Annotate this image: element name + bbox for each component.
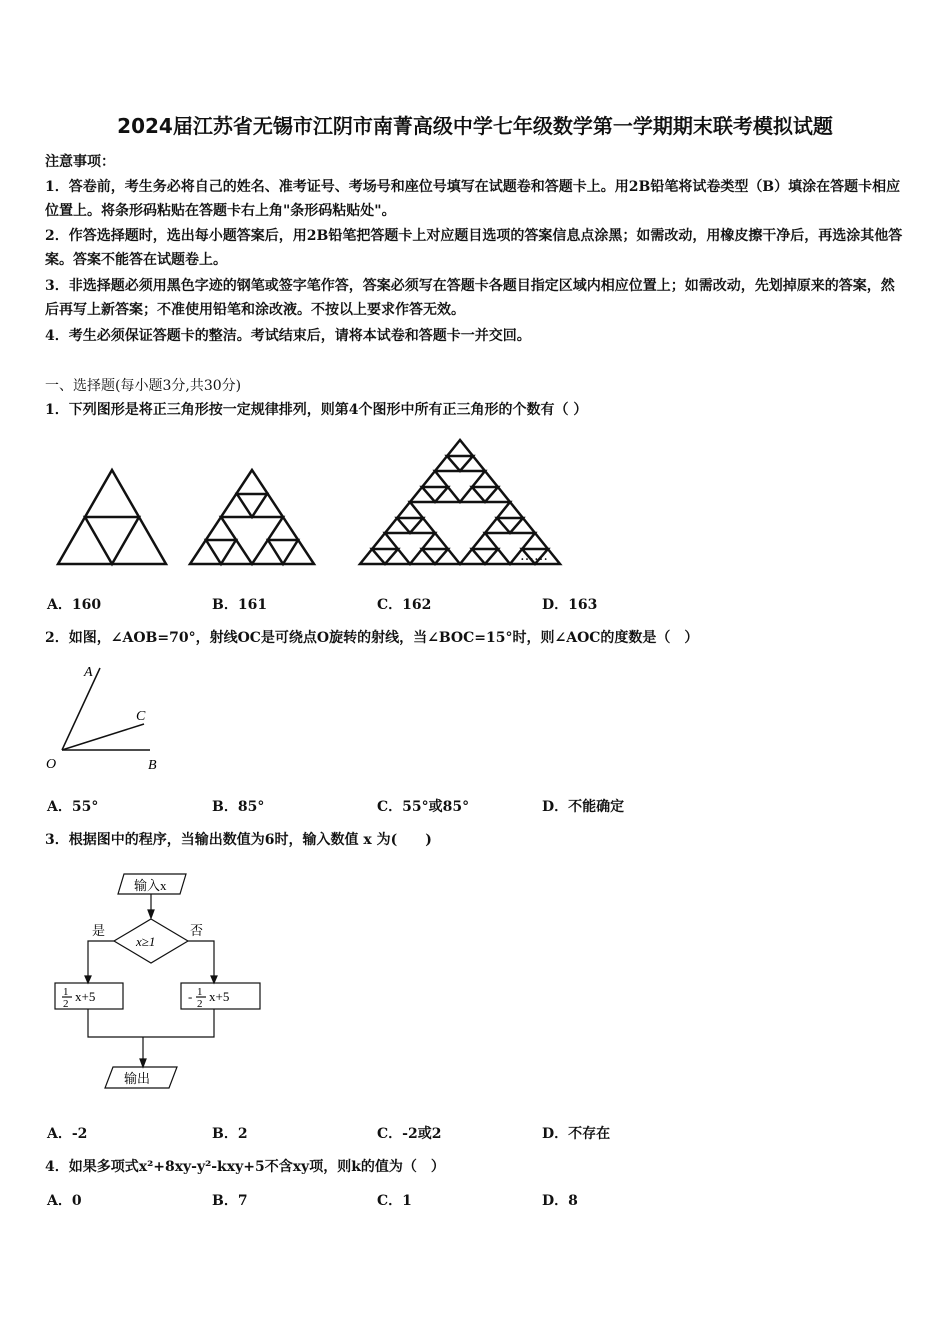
q2-option-a[interactable]: A．55° (47, 799, 99, 815)
page-title: 2024届江苏省无锡市江阴市南菁高级中学七年级数学第一学期期末联考模拟试题 (117, 114, 833, 138)
flow-right-sign: - (188, 989, 193, 1004)
flow-left-denominator: 2 (63, 998, 69, 1010)
flow-left-numerator: 1 (63, 986, 69, 998)
q4-option-c[interactable]: C．1 (377, 1193, 412, 1209)
notice-item-3: 3．非选择题必须用黑色字迹的钢笔或签字笔作答，答案必须写在答题卡各题目指定区域内相应位置上；如需改动，先划掉原来的答案，然后再写上新答案；不准使用铅笔和涂改液。不按以上要求作答无效。 (45, 278, 895, 318)
q1-option-a[interactable]: A．160 (47, 597, 102, 613)
angle-figure (44, 656, 174, 781)
q4-option-d[interactable]: D．8 (542, 1193, 578, 1209)
q3-option-c[interactable]: C．-2或2 (377, 1126, 442, 1142)
flow-right-denominator: 2 (197, 998, 203, 1010)
label-o: O (46, 757, 57, 772)
flow-condition: x≥1 (136, 934, 156, 949)
section-heading: 一、选择题(每小题3分,共30分) (45, 378, 242, 394)
question-4-stem: 4．如果多项式x²+8xy-y²-kxy+5不含xy项，则k的值为（ ） (45, 1159, 445, 1175)
flow-right-numerator: 1 (197, 986, 203, 998)
flow-yes-label: 是 (92, 923, 106, 938)
notice-item-4: 4．考生必须保证答题卡的整洁。考试结束后，请将本试卷和答题卡一并交回。 (45, 328, 531, 344)
q1-option-d[interactable]: D．163 (542, 597, 598, 613)
q2-option-c[interactable]: C．55°或85° (377, 799, 470, 815)
q3-option-a[interactable]: A．-2 (47, 1126, 88, 1142)
flow-input-label: 输入x (134, 878, 167, 893)
q3-option-b[interactable]: B．2 (212, 1126, 248, 1142)
label-c: C (136, 709, 146, 724)
q4-option-b[interactable]: B．7 (212, 1193, 248, 1209)
q3-option-d[interactable]: D．不存在 (542, 1126, 611, 1142)
notice-heading: 注意事项： (45, 154, 115, 170)
flow-no-label: 否 (190, 923, 204, 938)
notice-item-1: 1．答卷前，考生务必将自己的姓名、准考证号、考场号和座位号填写在试题卷和答题卡上。用2B铅笔将试卷类型（B）填涂在答题卡相应位置上。将条形码粘贴在答题卡右上角"条形码粘贴处"。 (45, 179, 901, 219)
sequence-ellipsis: …… (520, 548, 548, 564)
notice-item-2: 2．作答选择题时，选出每小题答案后，用2B铅笔把答题卡上对应题目选项的答案信息点涂黑；如需改动，用橡皮擦干净后，再选涂其他答案。答案不能答在试题卷上。 (45, 228, 903, 268)
q1-option-c[interactable]: C．162 (377, 597, 432, 613)
q2-option-d[interactable]: D．不能确定 (542, 799, 625, 815)
question-2-stem: 2．如图，∠AOB=70°，射线OC是可绕点O旋转的射线，当∠BOC=15°时，则∠AOC的度数是（ ） (45, 630, 699, 646)
flow-output-label: 输出 (124, 1071, 151, 1086)
flow-left-expression: x+5 (75, 989, 96, 1004)
q4-option-a[interactable]: A．0 (47, 1193, 82, 1209)
label-b: B (148, 758, 157, 773)
question-1-stem: 1．下列图形是将正三角形按一定规律排列，则第4个图形中所有正三角形的个数有（ ） (45, 402, 588, 418)
question-3-stem: 3．根据图中的程序，当输出数值为6时，输入数值 x 为( ) (45, 832, 432, 848)
q2-option-b[interactable]: B．85° (212, 799, 265, 815)
q1-option-b[interactable]: B．161 (212, 597, 268, 613)
flow-right-expression: x+5 (209, 989, 230, 1004)
label-a: A (84, 665, 93, 680)
flowchart-figure (50, 862, 280, 1102)
